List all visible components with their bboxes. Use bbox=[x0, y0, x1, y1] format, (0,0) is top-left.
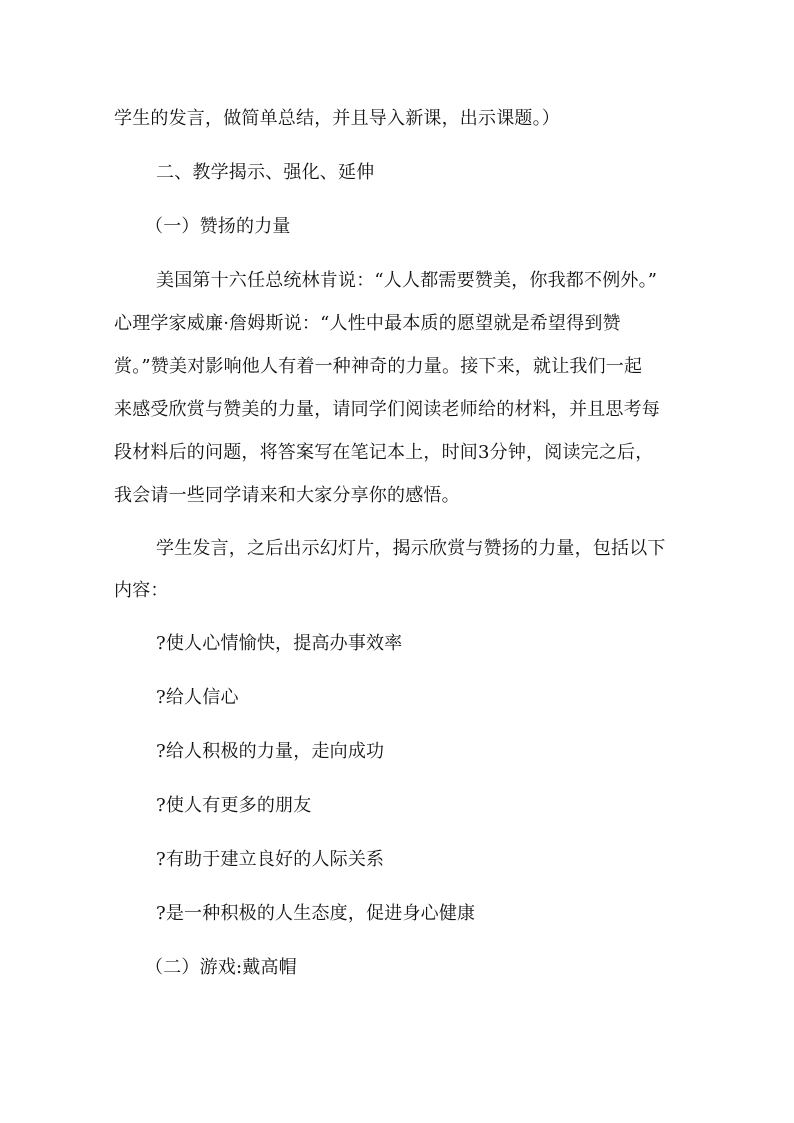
subsection-heading: （二）游戏:戴高帽 bbox=[145, 957, 297, 978]
paragraph-line: 来感受欣赏与赞美的力量，请同学们阅读老师给的材料，并且思考每 bbox=[114, 399, 660, 420]
section-heading: 二、教学揭示、强化、延伸 bbox=[156, 162, 375, 183]
paragraph-line: 心理学家威廉·詹姆斯说：“人性中最本质的愿望就是希望得到赞 bbox=[114, 313, 621, 334]
paragraph-line: 赏。”赞美对影响他人有着一种神奇的力量。接下来，就让我们一起 bbox=[114, 356, 643, 377]
list-item: ?给人积极的力量，走向成功 bbox=[156, 741, 385, 762]
list-item: ?给人信心 bbox=[156, 687, 239, 708]
paragraph-line: 学生的发言，做简单总结，并且导入新课，出示课题。） bbox=[114, 108, 560, 129]
paragraph-line: 美国第十六任总统林肯说：“人人都需要赞美，你我都不例外。” bbox=[156, 270, 658, 291]
paragraph-line: 段材料后的问题，将答案写在笔记本上，时间3分钟，阅读完之后， bbox=[114, 442, 654, 463]
paragraph-line: 学生发言，之后出示幻灯片，揭示欣赏与赞扬的力量，包括以下 bbox=[156, 538, 666, 559]
list-item: ?使人有更多的朋友 bbox=[156, 795, 312, 816]
list-item: ?有助于建立良好的人际关系 bbox=[156, 849, 385, 870]
paragraph-line: 内容： bbox=[114, 580, 169, 601]
list-item: ?使人心情愉快，提高办事效率 bbox=[156, 633, 403, 654]
list-item: ?是一种积极的人生态度，促进身心健康 bbox=[156, 903, 476, 924]
paragraph-line: 我会请一些同学请来和大家分享你的感悟。 bbox=[114, 485, 460, 506]
subsection-heading: （一）赞扬的力量 bbox=[145, 216, 291, 237]
